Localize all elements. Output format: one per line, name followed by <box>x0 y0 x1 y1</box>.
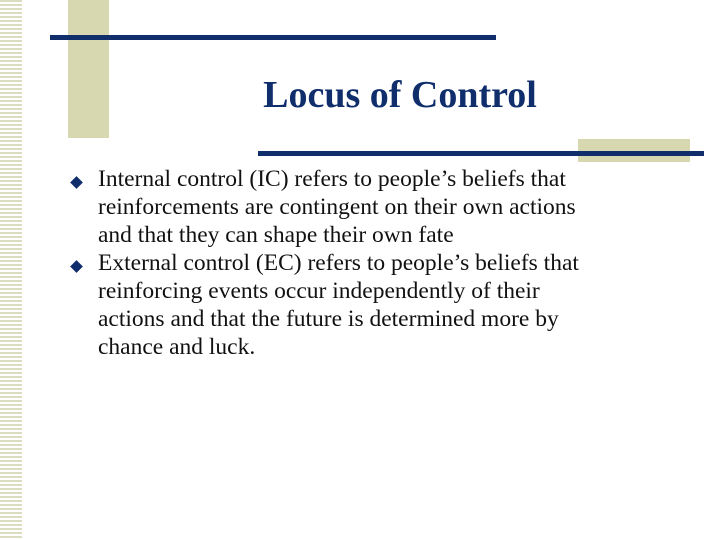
bullet-line: reinforcing events occur independently of their <box>98 278 540 304</box>
bullet-text <box>98 165 690 249</box>
bullet-line: chance and luck. <box>98 334 256 360</box>
bullet-line: Internal control (IC) refers to people’s beliefs that <box>98 166 566 192</box>
diamond-bullet-icon <box>70 260 83 273</box>
bullet-item <box>70 249 690 361</box>
bullet-line: External control (EC) refers to people’s beliefs that <box>98 250 579 276</box>
bullet-text <box>98 249 690 361</box>
bullet-line: reinforcements are contingent on their own actions <box>98 194 576 220</box>
bullet-line: actions and that the future is determined more by <box>98 306 559 332</box>
title-rule-top <box>50 35 496 40</box>
left-striped-margin <box>0 0 22 540</box>
slide-title: Locus of Control <box>263 74 537 116</box>
bullet-line: and that they can shape their own fate <box>98 222 454 248</box>
diamond-bullet-icon <box>70 176 83 189</box>
bullet-item <box>70 165 690 249</box>
decorative-top-block <box>68 0 109 138</box>
bullet-list <box>70 165 690 361</box>
title-rule-bottom <box>258 151 704 156</box>
